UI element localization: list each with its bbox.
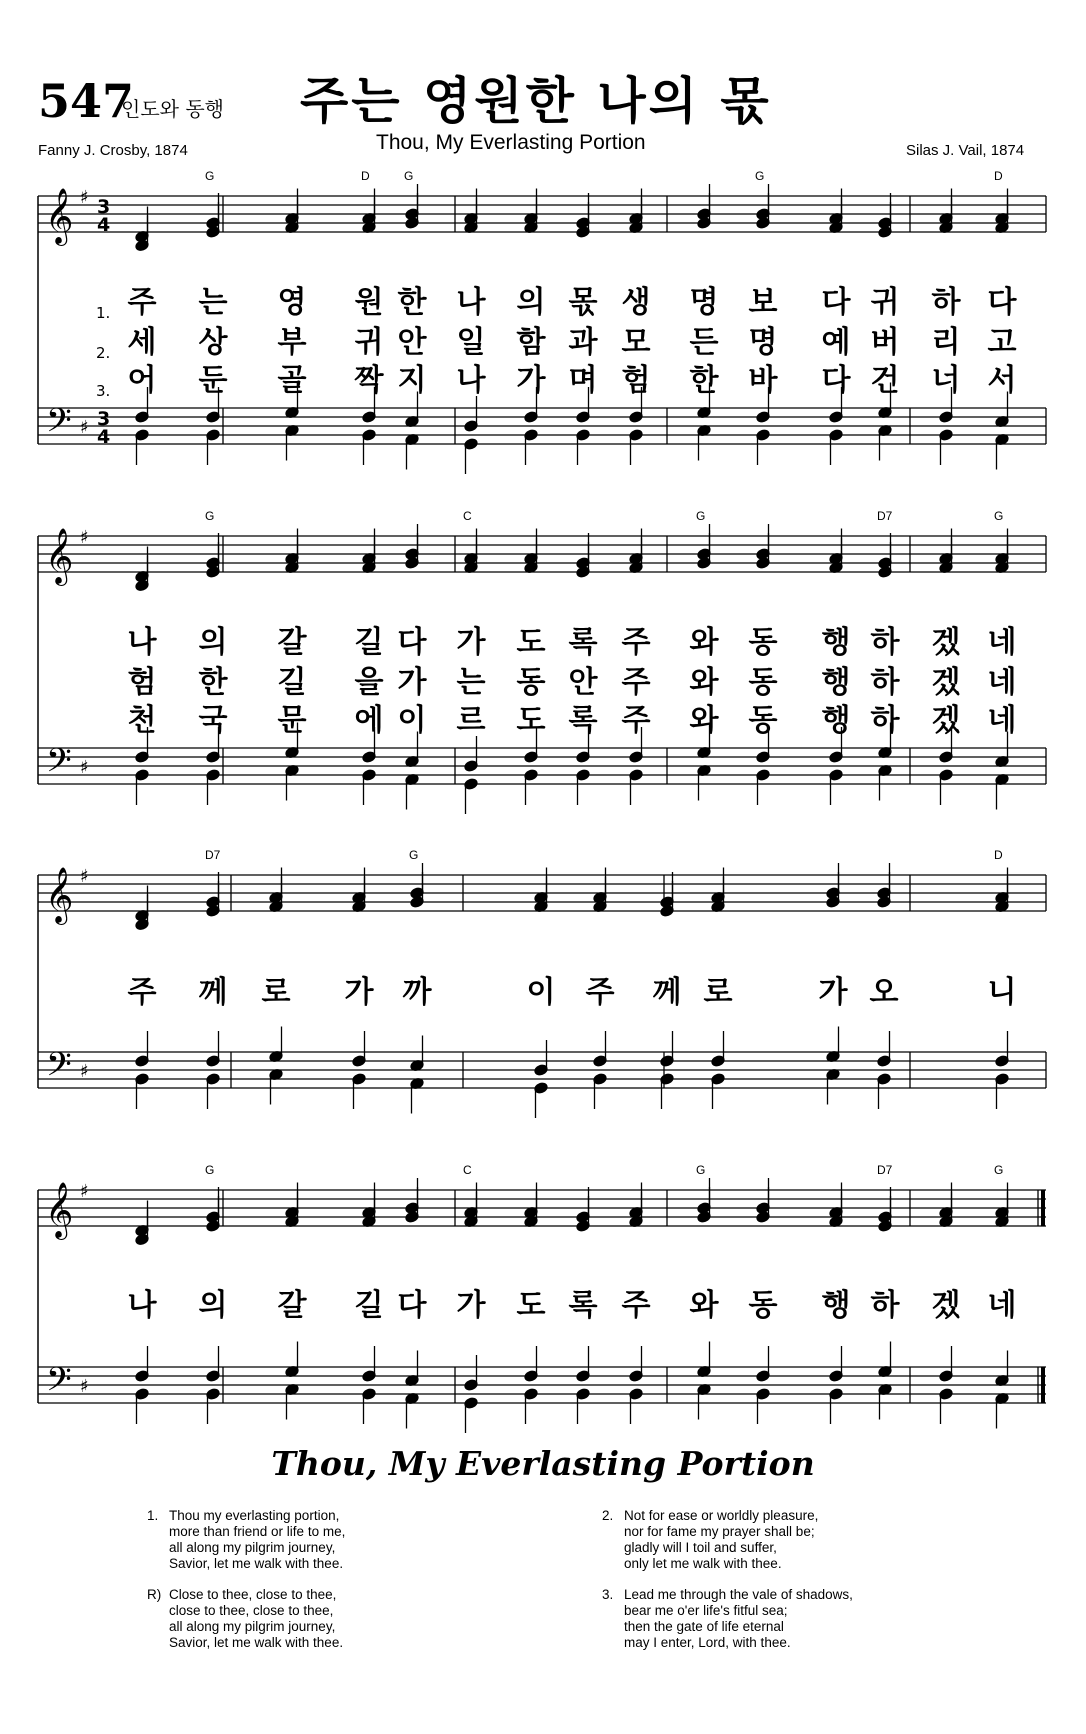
chord-symbol: G [205,509,215,523]
english-verse-line: then the gate of life eternal [624,1619,784,1634]
english-verse-line: Savior, let me walk with thee. [169,1635,344,1650]
lyric-syllable: 보 [748,285,778,320]
english-verse-number: R) [147,1587,162,1602]
lyric-syllable: 나 [456,285,486,320]
bass-clef-icon: 𝄢 [46,1046,72,1092]
verse-number: 3. [96,382,111,400]
bass-clef-icon: 𝄢 [46,402,72,448]
lyric-syllable: 가 [516,363,546,398]
lyric-syllable: 께 [198,975,228,1010]
lyric-syllable: 과 [568,325,598,360]
lyric-syllable: 의 [198,1288,228,1323]
lyric-syllable: 가 [456,625,486,660]
lyric-syllable: 겠 [931,1288,961,1323]
lyric-syllable: 로 [703,975,733,1010]
lyric-syllable: 네 [987,665,1017,700]
lyric-syllable: 까 [402,975,432,1010]
hymn-title: 주는 영원한 나의 몫 [300,72,772,130]
hymn-subtitle: Thou, My Everlasting Portion [376,131,646,154]
english-verse-number: 1. [147,1508,159,1523]
lyric-syllable: 상 [198,325,228,360]
treble-clef-icon: 𝄞 [45,528,74,584]
lyric-syllable: 몫 [568,285,598,320]
lyric-syllable: 주 [621,1288,651,1323]
lyric-syllable: 명 [689,285,719,320]
lyric-syllable: 길 [354,625,384,660]
lyric-syllable: 하 [870,703,900,738]
lyric-syllable: 동 [748,665,778,700]
verse-number: 1. [96,304,111,322]
lyric-syllable: 생 [621,285,651,320]
lyric-syllable: 동 [748,703,778,738]
lyric-syllable: 르 [456,703,486,738]
chord-symbol: G [994,1163,1004,1177]
lyric-syllable: 와 [689,1288,719,1323]
lyric-syllable: 다 [821,363,851,398]
sharp-icon: ♯ [80,757,89,778]
lyric-syllable: 천 [127,703,157,738]
lyric-syllable: 고 [987,325,1017,360]
lyric-syllable: 께 [652,975,682,1010]
lyric-syllable: 짝 [354,363,384,398]
english-verse-line: Savior, let me walk with thee. [169,1556,344,1571]
lyric-syllable: 안 [397,325,427,360]
hymn-author: Fanny J. Crosby, 1874 [38,142,188,159]
chord-symbol: G [696,1163,706,1177]
lyric-syllable: 골 [277,363,307,398]
lyric-syllable: 네 [987,1288,1017,1323]
treble-clef-icon: 𝄞 [45,188,74,244]
chord-symbol: G [205,169,215,183]
lyric-syllable: 주 [127,285,157,320]
lyric-syllable: 겠 [931,703,961,738]
lyric-syllable: 로 [261,975,291,1010]
chord-symbol: G [755,169,765,183]
lyric-syllable: 는 [456,665,486,700]
lyric-syllable: 나 [127,625,157,660]
lyric-syllable: 행 [821,703,851,738]
time-signature-bottom: 4 [97,214,111,236]
lyric-syllable: 든 [689,325,719,360]
lyric-syllable: 귀 [870,285,900,320]
lyric-line [0,1288,1086,1328]
lyric-syllable: 리 [931,325,961,360]
lyric-syllable: 험 [621,363,651,398]
time-signature-bottom: 4 [97,426,111,448]
lyric-syllable: 문 [277,703,307,738]
lyric-syllable: 길 [354,1288,384,1323]
lyric-syllable: 일 [456,325,486,360]
chord-symbol: D7 [205,848,221,862]
lyric-syllable: 너 [931,363,961,398]
chord-symbol: D [994,169,1003,183]
lyric-syllable: 다 [987,285,1017,320]
lyric-syllable: 건 [870,363,900,398]
lyric-syllable: 영 [277,285,307,320]
english-verse-line: all along my pilgrim journey, [169,1540,336,1555]
lyric-syllable: 함 [516,325,546,360]
chord-symbol: C [463,1163,472,1177]
english-verse-line: may I enter, Lord, with thee. [624,1635,791,1650]
lyric-syllable: 지 [397,363,427,398]
chord-symbol: G [696,509,706,523]
lyric-syllable: 원 [354,285,384,320]
lyric-syllable: 가 [456,1288,486,1323]
lyric-syllable: 길 [277,665,307,700]
lyric-syllable: 갈 [277,1288,307,1323]
english-verse-line: Not for ease or worldly pleasure, [624,1508,819,1523]
english-verse-line: bear me o'er life's fitful sea; [624,1603,788,1618]
lyric-syllable: 하 [931,285,961,320]
lyric-syllable: 에 [354,703,384,738]
lyric-syllable: 와 [689,665,719,700]
lyric-syllable: 행 [821,665,851,700]
bass-clef-icon: 𝄢 [46,1361,72,1407]
lyric-syllable: 한 [198,665,228,700]
lyric-syllable: 겠 [931,665,961,700]
english-verse-line: Close to thee, close to thee, [169,1587,337,1602]
lyric-syllable: 주 [621,665,651,700]
chord-symbol: D7 [877,1163,893,1177]
lyric-syllable: 세 [127,325,157,360]
lyric-syllable: 안 [568,665,598,700]
lyric-syllable: 주 [585,975,615,1010]
sharp-icon: ♯ [80,527,89,548]
lyric-syllable: 도 [516,625,546,660]
lyric-syllable: 는 [198,285,228,320]
time-signature-top: 3 [97,408,111,430]
sharp-icon: ♯ [80,187,89,208]
lyric-syllable: 어 [127,363,157,398]
lyric-syllable: 가 [397,665,427,700]
lyric-syllable: 동 [748,1288,778,1323]
sharp-icon: ♯ [80,1061,89,1082]
lyric-syllable: 을 [354,665,384,700]
chord-symbol: D7 [877,509,893,523]
lyric-syllable: 한 [397,285,427,320]
sharp-icon: ♯ [80,866,89,887]
english-verse-line: all along my pilgrim journey, [169,1619,336,1634]
chord-symbol: C [463,509,472,523]
treble-clef-icon: 𝄞 [45,867,74,923]
lyric-syllable: 둔 [198,363,228,398]
english-verse [147,1587,343,1651]
lyric-syllable: 도 [516,1288,546,1323]
lyric-syllable: 동 [748,625,778,660]
english-verse-line: nor for fame my prayer shall be; [624,1524,815,1539]
english-verse-line: gladly will I toil and suffer, [624,1540,777,1555]
english-title: Thou, My Everlasting Portion [271,1444,815,1483]
lyric-syllable: 다 [397,1288,427,1323]
verse-number: 2. [96,344,111,362]
english-verse-line: Thou my everlasting portion, [169,1508,340,1523]
english-verse-line: more than friend or life to me, [169,1524,346,1539]
sharp-icon: ♯ [80,417,89,438]
treble-clef-icon: 𝄞 [45,1182,74,1238]
lyric-syllable: 겠 [931,625,961,660]
lyric-syllable: 이 [526,975,556,1010]
chord-symbol: D [361,169,370,183]
english-verse-line: only let me walk with thee. [624,1556,782,1571]
lyric-syllable: 예 [821,325,851,360]
lyric-syllable: 의 [516,285,546,320]
lyric-syllable: 가 [818,975,848,1010]
lyric-syllable: 나 [127,1288,157,1323]
hymn-composer: Silas J. Vail, 1874 [906,142,1025,159]
lyric-syllable: 행 [821,625,851,660]
lyric-syllable: 국 [198,703,228,738]
hymn-category: 인도와 동행 [121,97,224,121]
lyric-syllable: 네 [987,625,1017,660]
lyric-syllable: 동 [516,665,546,700]
lyric-syllable: 록 [568,625,598,660]
english-verse-number: 3. [602,1587,614,1602]
lyric-syllable: 도 [516,703,546,738]
lyric-syllable: 서 [987,363,1017,398]
lyric-syllable: 다 [821,285,851,320]
lyric-syllable: 와 [689,703,719,738]
lyric-syllable: 하 [870,1288,900,1323]
lyric-syllable: 귀 [354,325,384,360]
lyric-syllable: 주 [621,703,651,738]
lyric-syllable: 록 [568,1288,598,1323]
english-verse [602,1587,853,1651]
chord-symbol: G [205,1163,215,1177]
lyric-syllable: 니 [987,975,1017,1010]
english-verse-number: 2. [602,1508,614,1523]
english-verse [147,1508,345,1572]
lyric-syllable: 며 [568,363,598,398]
lyric-syllable: 나 [456,363,486,398]
sharp-icon: ♯ [80,1376,89,1397]
english-verse [602,1508,818,1572]
lyric-syllable: 네 [987,703,1017,738]
lyric-syllable: 주 [621,625,651,660]
english-verse-line: close to thee, close to thee, [169,1603,334,1618]
hymn-number: 547 [38,74,135,128]
lyric-syllable: 의 [198,625,228,660]
sharp-icon: ♯ [80,1181,89,1202]
lyric-syllable: 험 [127,665,157,700]
lyric-syllable: 이 [397,703,427,738]
lyric-syllable: 와 [689,625,719,660]
chord-symbol: G [994,509,1004,523]
lyric-syllable: 행 [821,1288,851,1323]
treble-staff [38,1190,1046,1226]
lyric-syllable: 가 [344,975,374,1010]
lyric-syllable: 갈 [277,625,307,660]
chord-symbol: G [409,848,419,862]
lyric-syllable: 명 [748,325,778,360]
lyric-syllable: 하 [870,625,900,660]
lyric-syllable: 주 [127,975,157,1010]
bass-staff [38,1367,1046,1403]
chord-symbol: D [994,848,1003,862]
chord-symbol: G [404,169,414,183]
lyric-syllable: 버 [870,325,900,360]
time-signature-top: 3 [97,196,111,218]
lyric-syllable: 록 [568,703,598,738]
bass-clef-icon: 𝄢 [46,742,72,788]
lyric-syllable: 오 [869,975,899,1010]
lyric-syllable: 모 [621,325,651,360]
lyric-syllable: 하 [870,665,900,700]
lyric-syllable: 부 [277,325,307,360]
lyric-syllable: 바 [748,363,778,398]
lyric-syllable: 다 [397,625,427,660]
lyric-syllable: 한 [689,363,719,398]
english-verse-line: Lead me through the vale of shadows, [624,1587,853,1602]
